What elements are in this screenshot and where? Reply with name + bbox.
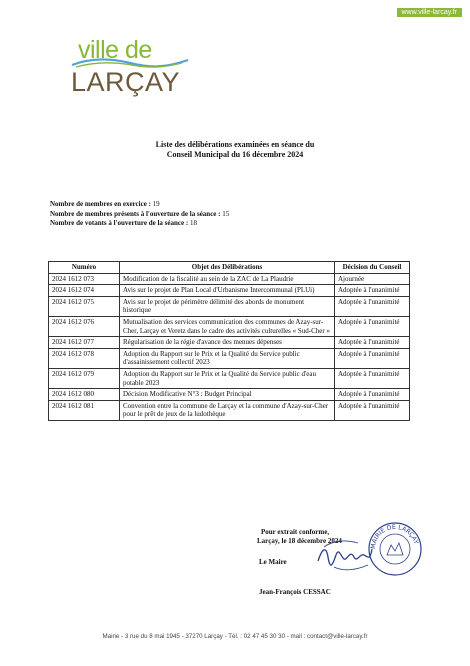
deliberations-table xyxy=(48,261,410,421)
table-row xyxy=(49,285,410,297)
header-subject: Objet des Délibérations xyxy=(120,262,335,274)
row-decision: Adoptée à l'unanimité xyxy=(335,337,410,349)
row-decision: Ajournée xyxy=(335,273,410,285)
svg-text:MAIRIE DE LARÇAY xyxy=(370,524,419,549)
certified-extract: Pour extrait conforme, xyxy=(261,528,330,536)
row-decision: Adoptée à l'unanimité xyxy=(335,348,410,368)
table-row xyxy=(49,296,410,316)
row-number: 2024 1612 076 xyxy=(49,316,120,336)
row-number: 2024 1612 079 xyxy=(49,368,120,388)
logo-text-top: ville de xyxy=(78,36,152,64)
header-number: Numéro xyxy=(49,262,120,274)
signature-date: Larçay, le 18 décembre 2024 xyxy=(257,537,342,545)
row-subject: Décision Modificative N°3 : Budget Principal xyxy=(120,389,335,401)
table-row xyxy=(49,348,410,368)
row-subject: Modification de la fiscalité au sein de la ZAC de La Plaudrie xyxy=(120,273,335,285)
row-subject: Régularisation de la régie d'avance des menues dépenses xyxy=(120,337,335,349)
document-title xyxy=(0,140,470,160)
stat-label: Nombre de membres en exercice xyxy=(50,200,147,208)
stat-label: Nombre de membres présents à l'ouverture de la séance xyxy=(50,209,217,218)
row-number: 2024 1612 075 xyxy=(49,296,120,316)
stat-value: 15 xyxy=(222,209,230,218)
row-number: 2024 1612 080 xyxy=(49,389,120,401)
stat-line: Nombre de votants à l'ouverture de la séance : 18 xyxy=(50,219,197,227)
attendance-stats xyxy=(50,200,229,229)
signatory-name: Jean-François CESSAC xyxy=(259,588,331,596)
stat-value: 19 xyxy=(152,200,160,208)
row-decision: Adoptée à l'unanimité xyxy=(335,316,410,336)
row-number: 2024 1612 077 xyxy=(49,337,120,349)
footer-address: Mairie - 3 rue du 8 mai 1945 - 37270 Larçay - Tél. : 02 47 45 30 30 - mail : contact@ville-larcay.fr xyxy=(102,633,368,640)
title-line-1: Liste des délibérations examinées en séance du xyxy=(155,140,315,149)
website-tag[interactable]: www.ville-larcay.fr xyxy=(397,8,463,17)
row-subject: Avis sur le projet de Plan Local d'Urbanisme Intercommunal (PLUi) xyxy=(120,285,335,297)
table-row xyxy=(49,368,410,388)
stat-label: Nombre de votants à l'ouverture de la séance xyxy=(50,219,185,227)
row-subject: Adoption du Rapport sur le Prix et la Qualité du Service public d'eau potable 2023 xyxy=(120,368,335,388)
row-subject: Avis sur le projet de périmètre délimité des abords de monument historique xyxy=(120,296,335,316)
row-number: 2024 1612 078 xyxy=(49,348,120,368)
signatory-role: Le Maire xyxy=(259,558,287,566)
stat-line: Nombre de membres présents à l'ouverture de la séance : 15 xyxy=(50,209,230,218)
row-decision: Adoptée à l'unanimité xyxy=(335,296,410,316)
row-subject: Mutualisation des services communication des communes de Azay-sur-Cher, Larçay et Veretz dans le cadre des activités culturelles « Sud-Cher » xyxy=(120,316,335,336)
town-hall-stamp xyxy=(367,521,423,577)
row-decision: Adoptée à l'unanimité xyxy=(335,400,410,420)
table-row xyxy=(49,400,410,420)
title-line-2: Conseil Municipal du 16 décembre 2024 xyxy=(166,150,304,159)
row-number: 2024 1612 073 xyxy=(49,273,120,285)
stat-value: 18 xyxy=(189,219,197,227)
table-row xyxy=(49,337,410,349)
table-header-row xyxy=(49,262,410,274)
row-decision: Adoptée à l'unanimité xyxy=(335,389,410,401)
row-subject: Adoption du Rapport sur le Prix et la Qualité du Service public d'assainissement collectif 2023 xyxy=(120,348,335,368)
table-row xyxy=(49,316,410,336)
row-number: 2024 1612 074 xyxy=(49,285,120,297)
row-number: 2024 1612 081 xyxy=(49,400,120,420)
handwritten-signature xyxy=(314,527,374,577)
logo-text-bottom: LARÇAY xyxy=(71,67,181,97)
stamp-text: MAIRIE DE LARÇAY xyxy=(369,523,420,550)
stat-line: Nombre de membres en exercice : 19 xyxy=(50,200,160,208)
row-subject: Convention entre la commune de Larçay et la commune d'Azay-sur-Cher pour le prêt de jeux de la ludothèque xyxy=(120,400,335,420)
row-decision: Adoptée à l'unanimité xyxy=(335,285,410,297)
table-row xyxy=(49,273,410,285)
row-decision: Adoptée à l'unanimité xyxy=(335,368,410,388)
table-row xyxy=(49,389,410,401)
header-decision: Décision du Conseil xyxy=(335,262,410,274)
town-logo xyxy=(70,38,200,98)
